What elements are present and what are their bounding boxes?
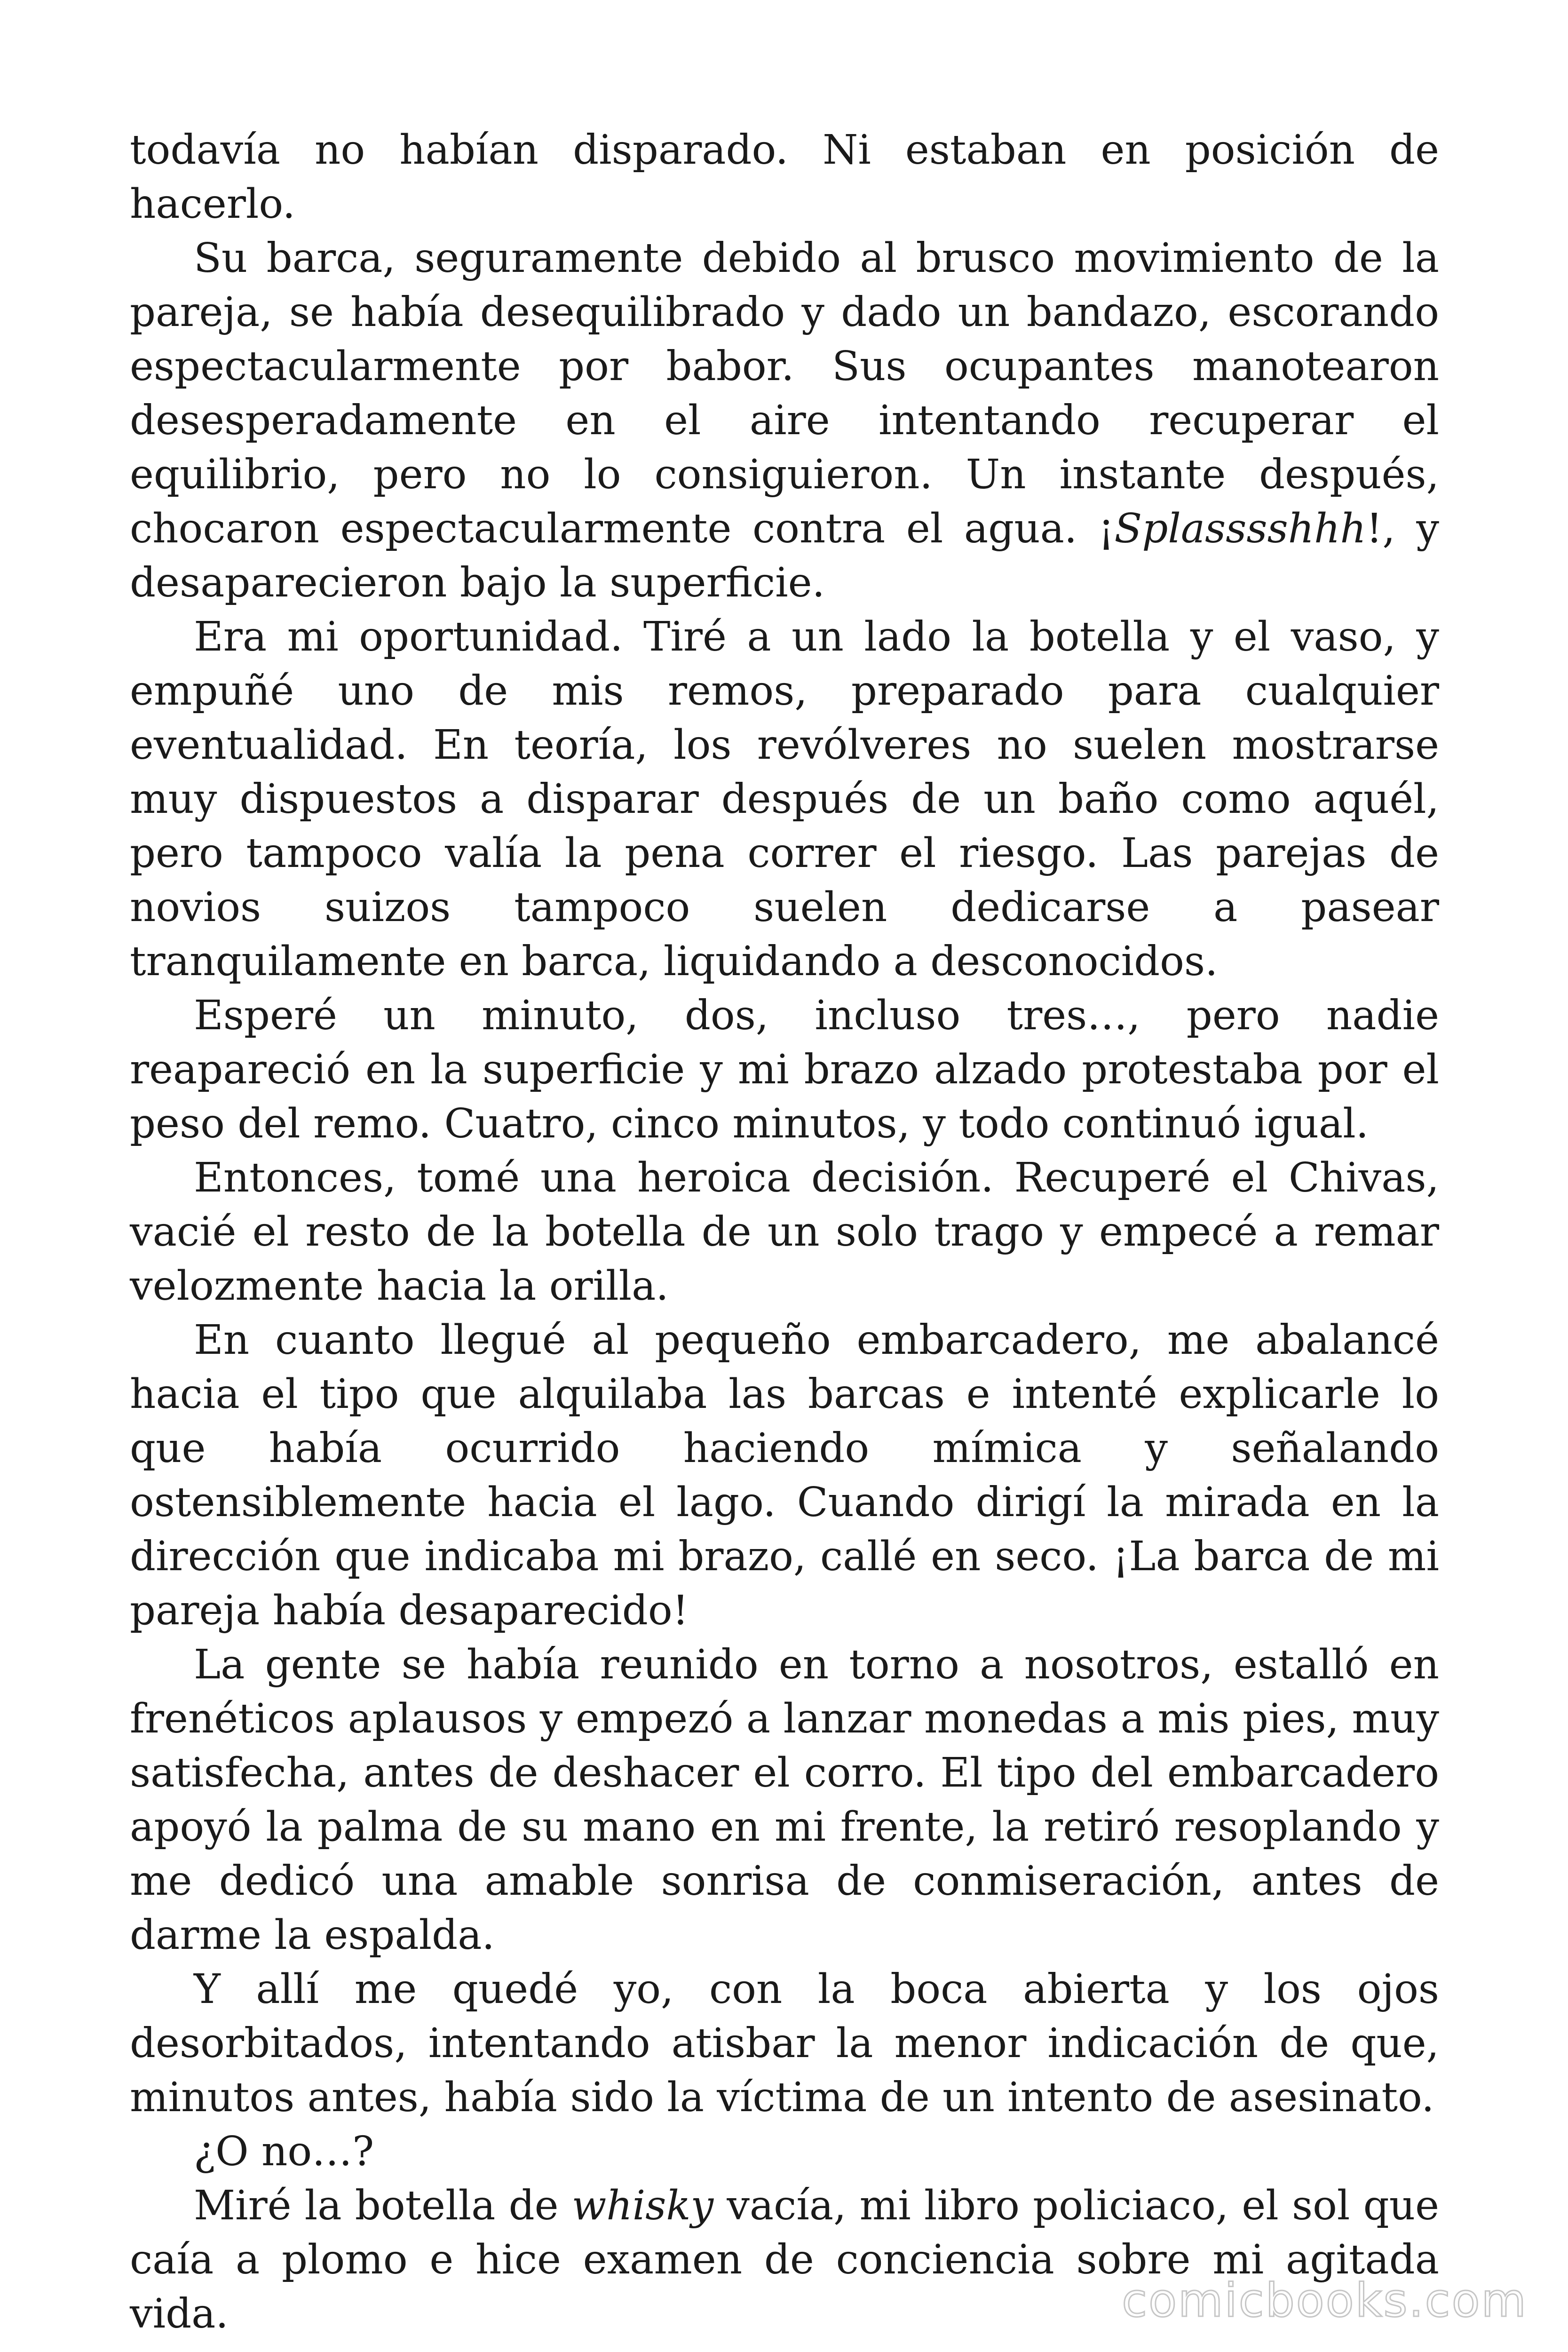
book-page-text: [130, 123, 1439, 2341]
paragraph-text: !, y desaparecieron bajo la superficie.: [130, 505, 1439, 606]
italic-word: whisky: [571, 2182, 714, 2229]
paragraph-text: ¿O no…?: [194, 2128, 374, 2175]
paragraph-text: La gente se había reunido en torno a nosotros, estalló en frenéticos aplausos y empezó a lanzar monedas a mis pies, muy satisfecha, antes de deshacer el corro. El tipo del embarcadero apoyó la palma de su mano en mi frente, la retiró resoplando y me dedicó una amable sonrisa de conmiseración, antes de darme la espalda.: [130, 1641, 1439, 1959]
paragraph-text: Entonces, tomé una heroica decisión. Recuperé el Chivas, vacié el resto de la botella de un solo trago y empecé a remar velozmente hacia la orilla.: [130, 1154, 1439, 1310]
paragraph-2: [130, 231, 1439, 610]
paragraph-7: [130, 1638, 1439, 1963]
paragraph-3: [130, 610, 1439, 989]
paragraph-text: Miré la botella de: [194, 2182, 572, 2229]
paragraph-1: [130, 123, 1439, 231]
paragraph-8: [130, 1963, 1439, 2125]
paragraph-text: vacía, mi libro policiaco, el sol que caía a plomo e hice examen de conciencia sobre mi agitada vida.: [130, 2182, 1439, 2337]
paragraph-text: Esperé un minuto, dos, incluso tres…, pero nadie reapareció en la superficie y mi brazo alzado protestaba por el peso del remo. Cuatro, cinco minutos, y todo continuó igual.: [130, 992, 1439, 1147]
paragraph-6: [130, 1313, 1439, 1638]
paragraph-9: [130, 2125, 1439, 2179]
paragraph-text: En cuanto llegué al pequeño embarcadero, me abalancé hacia el tipo que alquilaba las barcas e intenté explicarle lo que había ocurrido haciendo mímica y señalando ostensiblemente hacia el lago. Cuando dirigí la mirada en la dirección que indicaba mi brazo, callé en seco. ¡La barca de mi pareja había desaparecido!: [130, 1317, 1439, 1634]
paragraph-text: todavía no habían disparado. Ni estaban en posición de hacerlo.: [130, 127, 1439, 228]
paragraph-text: Era mi oportunidad. Tiré a un lado la botella y el vaso, y empuñé uno de mis remos, preparado para cualquier eventualidad. En teoría, los revólveres no suelen mostrarse muy dispuestos a disparar después de un baño como aquél, pero tampoco valía la pena correr el riesgo. Las parejas de novios suizos tampoco suelen dedicarse a pasear tranquilamente en barca, liquidando a desconocidos.: [130, 613, 1439, 985]
paragraph-text: Y allí me quedé yo, con la boca abierta y los ojos desorbitados, intentando atisbar la menor indicación de que, minutos antes, había sido la víctima de un intento de asesinato.: [130, 1966, 1439, 2121]
italic-onomatopoeia: Splasssshhh: [1114, 505, 1366, 552]
paragraph-4: [130, 989, 1439, 1151]
paragraph-5: [130, 1151, 1439, 1313]
watermark: comicbooks.com: [1122, 2274, 1528, 2328]
paragraph-text: Su barca, seguramente debido al brusco movimiento de la pareja, se había desequilibrado y dado un bandazo, escorando espectacularmente por babor. Sus ocupantes manotearon desesperadamente en el aire intentando recuperar el equilibrio, pero no lo consiguieron. Un instante después, chocaron espectacularmente contra el agua. ¡: [130, 235, 1439, 552]
